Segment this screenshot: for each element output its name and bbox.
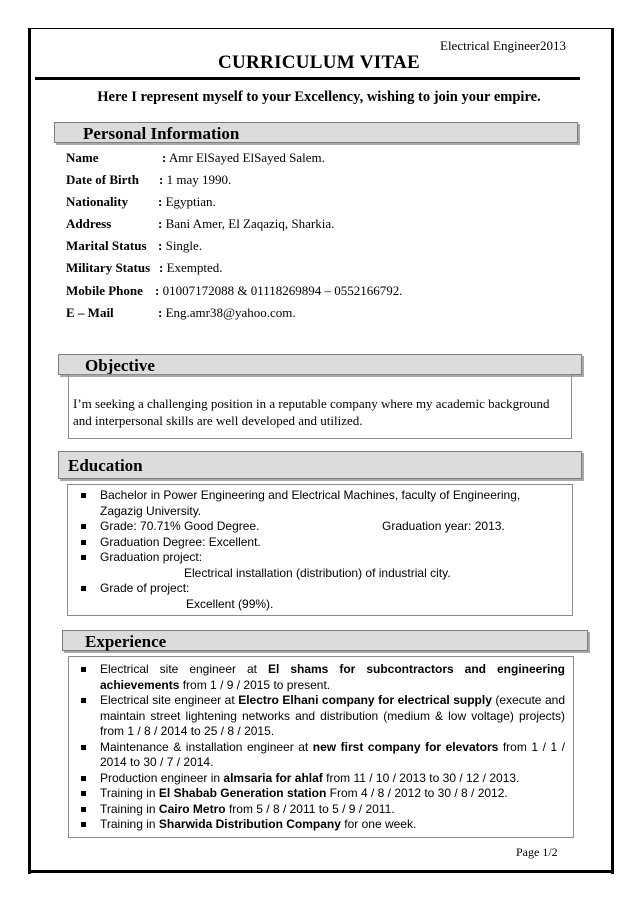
list-item: Production engineer in almsaria for ahlaf from 11 / 10 / 2013 to 30 / 12 / 2013. <box>68 771 565 787</box>
info-value: 01007172088 & 01118269894 – 0552166792. <box>162 283 403 298</box>
list-item <box>68 519 565 535</box>
employer-name: Cairo Metro <box>158 801 226 816</box>
section-heading-objective: Objective <box>58 354 582 375</box>
list-item: Maintenance & installation engineer at new first company for elevators from 1 / 1 / 2014 to 30 / 7 / 2014. <box>68 740 565 771</box>
experience-list <box>68 662 565 833</box>
info-label: Date of Birth <box>66 172 139 187</box>
employer-name: El Shabab Generation station <box>158 786 327 800</box>
list-item <box>68 581 565 612</box>
intro-statement: Here I represent myself to your Excellency, wishing to join your empire. <box>97 89 541 105</box>
section-heading-education: Education <box>58 451 582 479</box>
info-value: Single. <box>165 238 203 253</box>
info-row-email: E – Mail : Eng.amr38@yahoo.com. <box>66 305 296 320</box>
info-value: 1 may 1990. <box>166 172 232 187</box>
education-project-grade-value: Excellent (99%). <box>186 596 274 611</box>
info-row-nationality: Nationality : Egyptian. <box>66 194 216 209</box>
section-heading-experience: Experience <box>62 630 588 651</box>
list-item: Training in Sharwida Distribution Company for one week. <box>68 817 565 833</box>
employer-name: Electro Elhani company for electrical supply <box>238 693 492 707</box>
info-label: Address <box>66 216 112 231</box>
list-item <box>68 488 565 519</box>
info-label: Nationality <box>66 194 129 209</box>
employer-name: new first company for elevators <box>312 739 499 754</box>
info-value: Exempted. <box>166 260 223 275</box>
info-row-dob: Date of Birth : 1 may 1990. <box>66 172 232 187</box>
page-number: Page 1/2 <box>516 845 558 859</box>
objective-text: I’m seeking a challenging position in a reputable company where my academic background and interpersonal skills are well developed and utilized. <box>73 396 550 428</box>
education-project-value: Electrical installation (distribution) of industrial city. <box>184 565 451 580</box>
info-value: Bani Amer, El Zaqaziq, Sharkia. <box>165 216 335 231</box>
education-graduation-degree: Graduation Degree: Excellent. <box>100 534 261 549</box>
info-value: Amr ElSayed ElSayed Salem. <box>168 150 325 165</box>
info-label: Mobile Phone <box>66 283 143 298</box>
info-value: Egyptian. <box>165 194 216 209</box>
info-label: Marital Status <box>66 238 147 253</box>
list-item: Electrical site engineer at El shams for subcontractors and engineering achievements from 1 / 9 / 2015 to present. <box>68 662 565 693</box>
education-project-grade-label: Grade of project: <box>100 581 190 595</box>
section-heading-personal: Personal Information <box>54 122 578 143</box>
info-row-mobile: Mobile Phone : 01007172088 & 01118269894 – 0552166792. <box>66 283 403 298</box>
employer-name: Sharwida Distribution Company <box>158 817 341 831</box>
list-item <box>68 550 565 581</box>
list-item <box>68 535 565 551</box>
education-project-label: Graduation project: <box>100 550 203 564</box>
title-divider <box>35 77 580 80</box>
info-label: Military Status <box>66 260 151 275</box>
education-graduation-year: Graduation year: 2013. <box>382 519 505 533</box>
info-label: Name <box>66 150 99 165</box>
bottom-rule <box>28 870 613 873</box>
list-item: Training in Cairo Metro from 5 / 8 / 2011 to 5 / 9 / 2011. <box>68 802 565 818</box>
education-list <box>68 488 565 612</box>
info-row-military: Military Status : Exempted. <box>66 260 223 275</box>
cv-title: CURRICULUM VITAE <box>217 52 421 73</box>
employer-name: almsaria for ahlaf <box>223 770 323 785</box>
info-value: Eng.amr38@yahoo.com. <box>165 305 296 320</box>
education-grade: Grade: 70.71% Good Degree. <box>100 519 260 533</box>
info-row-name: Name : Amr ElSayed ElSayed Salem. <box>66 150 325 165</box>
info-row-address: Address : Bani Amer, El Zaqaziq, Sharkia. <box>66 216 335 231</box>
education-degree: Bachelor in Power Engineering and Electrical Machines, faculty of Engineering, Zagazig University. <box>100 488 521 518</box>
info-row-marital: Marital Status : Single. <box>66 238 203 253</box>
info-label: E – Mail <box>66 305 114 320</box>
header-tag: Electrical Engineer2013 <box>440 38 566 53</box>
list-item: Training in El Shabab Generation station From 4 / 8 / 2012 to 30 / 8 / 2012. <box>68 786 565 802</box>
employer-name: El shams for subcontractors and engineering achievements <box>100 662 565 692</box>
list-item: Electrical site engineer at Electro Elhani company for electrical supply (execute and maintain street lightening networks and distribution (medium & low voltage) projects) from 1 / 8 / 2014 to 25 / 8 / 2015. <box>68 693 565 740</box>
